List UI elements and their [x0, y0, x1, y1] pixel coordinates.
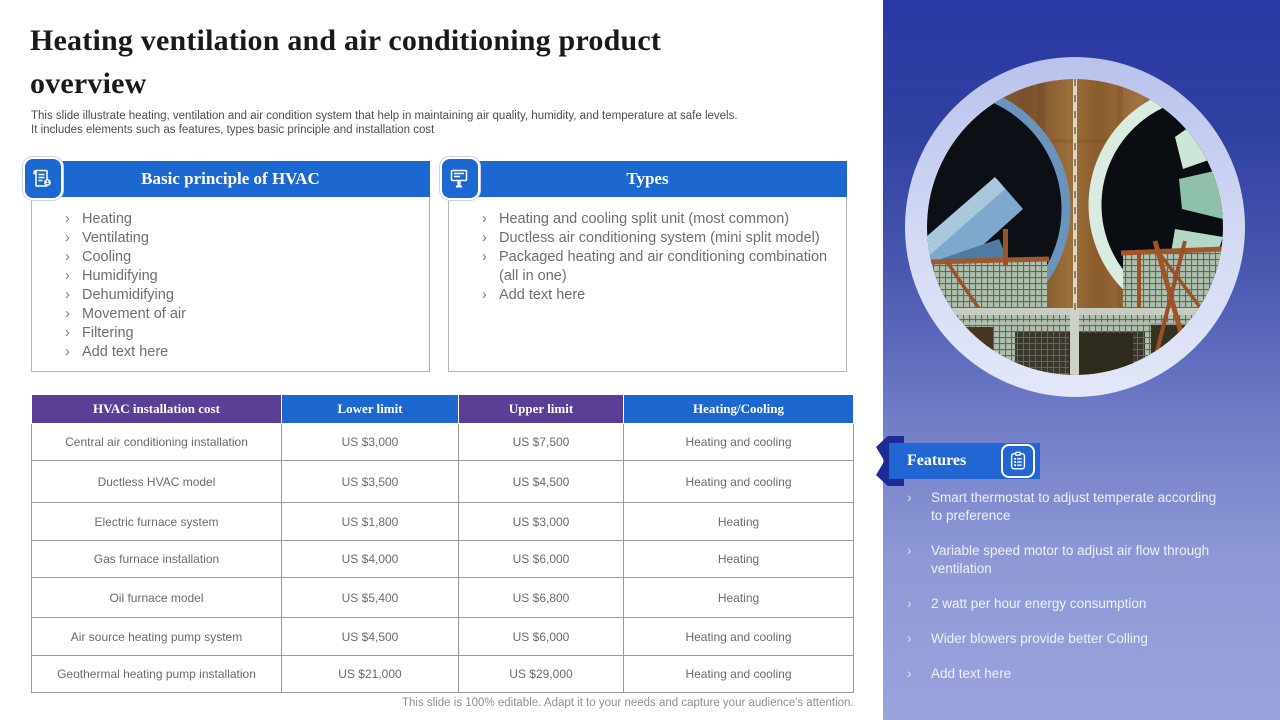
cell-lower-limit: US $5,400: [282, 578, 459, 618]
cell-system: Electric furnace system: [32, 503, 282, 541]
cell-system: Air source heating pump system: [32, 618, 282, 656]
hvac-cost-table: [31, 394, 854, 693]
list-item: [65, 305, 417, 324]
table-row: [32, 656, 854, 693]
cell-upper-limit: US $29,000: [459, 656, 624, 693]
hvac-equipment-image: [927, 79, 1223, 375]
chevron-bullet: ›: [907, 490, 912, 505]
feature-item: [907, 665, 1271, 683]
cell-heating-cooling: Heating and cooling: [624, 618, 854, 656]
slide-description-line2: It includes elements such as features, types basic principle and installation cost: [31, 123, 435, 136]
chevron-bullet: ›: [65, 230, 70, 246]
chevron-bullet: ›: [482, 249, 487, 265]
chevron-bullet: ›: [907, 631, 912, 646]
cell-lower-limit: US $21,000: [282, 656, 459, 693]
table-row: [32, 424, 854, 461]
chevron-bullet: ›: [907, 543, 912, 558]
list-item: [65, 286, 417, 305]
cell-heating-cooling: Heating: [624, 541, 854, 578]
list-item: [65, 248, 417, 267]
slide-description-line1: This slide illustrate heating, ventilation and air condition system that help in maintaining air quality, humidity, and temperature at safe levels.: [31, 110, 738, 122]
list-item-label: Movement of air: [82, 306, 186, 322]
cell-system: Geothermal heating pump installation: [32, 656, 282, 693]
cell-system: Central air conditioning installation: [32, 424, 282, 461]
list-item-label: Ventilating: [82, 230, 149, 246]
feature-item: [907, 489, 1271, 525]
cell-upper-limit: US $3,000: [459, 503, 624, 541]
panel-types-header: [448, 161, 847, 197]
chevron-bullet: ›: [907, 666, 912, 681]
feature-item-label: Smart thermostat to adjust temperate according to preference: [931, 490, 1217, 523]
cell-upper-limit: US $6,800: [459, 578, 624, 618]
list-item-label: Filtering: [82, 325, 134, 341]
sidebar: [883, 0, 1280, 720]
chevron-bullet: ›: [65, 306, 70, 322]
list-item-label: Ductless air conditioning system (mini split model): [499, 230, 820, 246]
chevron-bullet: ›: [482, 230, 487, 246]
cell-upper-limit: US $4,500: [459, 461, 624, 503]
slide-description: [31, 110, 831, 137]
list-item-label: Dehumidifying: [82, 287, 174, 303]
features-list: [907, 489, 1271, 700]
panel-types-title: Types: [626, 169, 669, 188]
panel-basic-principle: [31, 161, 430, 372]
cell-system: Oil furnace model: [32, 578, 282, 618]
list-item-label: Cooling: [82, 249, 132, 265]
list-item: [65, 229, 417, 248]
column-header-cost: HVAC installation cost: [32, 395, 282, 424]
list-item-label: Add text here: [82, 344, 169, 360]
column-header-upper-limit: Upper limit: [459, 395, 624, 424]
panel-basic-principle-title: Basic principle of HVAC: [141, 169, 320, 188]
features-ribbon: [889, 443, 1040, 479]
cell-heating-cooling: Heating and cooling: [624, 656, 854, 693]
features-header: [889, 443, 1040, 479]
table-row: [32, 578, 854, 618]
feature-item: [907, 595, 1271, 613]
page-title: Heating ventilation and air conditioning product overview: [30, 24, 662, 100]
cell-heating-cooling: Heating: [624, 578, 854, 618]
clipboard-icon: [1001, 444, 1035, 478]
chevron-bullet: ›: [65, 268, 70, 284]
cell-heating-cooling: Heating and cooling: [624, 461, 854, 503]
footer-note: This slide is 100% editable. Adapt it to your needs and capture your audience's attention.: [402, 697, 854, 709]
feature-item-label: Wider blowers provide better Colling: [931, 631, 1148, 646]
chevron-bullet: ›: [65, 211, 70, 227]
table-header-row: [32, 395, 854, 424]
panel-types: [448, 161, 847, 372]
chevron-bullet: ›: [65, 249, 70, 265]
chevron-bullet: ›: [482, 211, 487, 227]
cell-lower-limit: US $3,500: [282, 461, 459, 503]
list-item-label: Add text here: [499, 287, 586, 303]
chevron-bullet: ›: [65, 287, 70, 303]
cell-lower-limit: US $4,500: [282, 618, 459, 656]
table-row: [32, 461, 854, 503]
list-item-label: Heating and cooling split unit (most common): [499, 211, 790, 227]
feature-item: [907, 630, 1271, 648]
list-item: [482, 229, 834, 248]
chevron-bullet: ›: [482, 287, 487, 303]
list-item: [482, 210, 834, 229]
list-item-label: Packaged heating and air conditioning combination (all in one): [499, 249, 828, 284]
table-row: [32, 503, 854, 541]
features-title: Features: [907, 452, 967, 469]
cell-upper-limit: US $7,500: [459, 424, 624, 461]
feature-item-label: Add text here: [931, 666, 1012, 681]
cell-system: Gas furnace installation: [32, 541, 282, 578]
panel-types-body: [448, 197, 847, 372]
presentation-person-icon: [440, 157, 480, 200]
table-row: [32, 618, 854, 656]
column-header-lower-limit: Lower limit: [282, 395, 459, 424]
list-item: [482, 286, 834, 305]
chevron-bullet: ›: [65, 325, 70, 341]
chevron-bullet: ›: [907, 596, 912, 611]
table-row: [32, 541, 854, 578]
list-item: [65, 267, 417, 286]
cell-lower-limit: US $4,000: [282, 541, 459, 578]
column-header-heating-cooling: Heating/Cooling: [624, 395, 854, 424]
list-item-label: Heating: [82, 211, 132, 227]
cell-system: Ductless HVAC model: [32, 461, 282, 503]
feature-item-label: 2 watt per hour energy consumption: [931, 596, 1147, 611]
list-item: [65, 210, 417, 229]
cell-heating-cooling: Heating: [624, 503, 854, 541]
circular-image-frame: [905, 57, 1245, 397]
list-item: [482, 248, 834, 286]
cell-upper-limit: US $6,000: [459, 618, 624, 656]
cell-lower-limit: US $1,800: [282, 503, 459, 541]
cell-lower-limit: US $3,000: [282, 424, 459, 461]
list-item: [65, 343, 417, 362]
cell-upper-limit: US $6,000: [459, 541, 624, 578]
chevron-bullet: ›: [65, 344, 70, 360]
cell-heating-cooling: Heating and cooling: [624, 424, 854, 461]
panel-basic-principle-header: [31, 161, 430, 197]
feature-item-label: Variable speed motor to adjust air flow through ventilation: [931, 543, 1210, 576]
scroll-document-icon: [23, 157, 63, 200]
feature-item: [907, 542, 1271, 578]
list-item-label: Humidifying: [82, 268, 158, 284]
list-item: [65, 324, 417, 343]
panel-basic-principle-body: [31, 197, 430, 372]
